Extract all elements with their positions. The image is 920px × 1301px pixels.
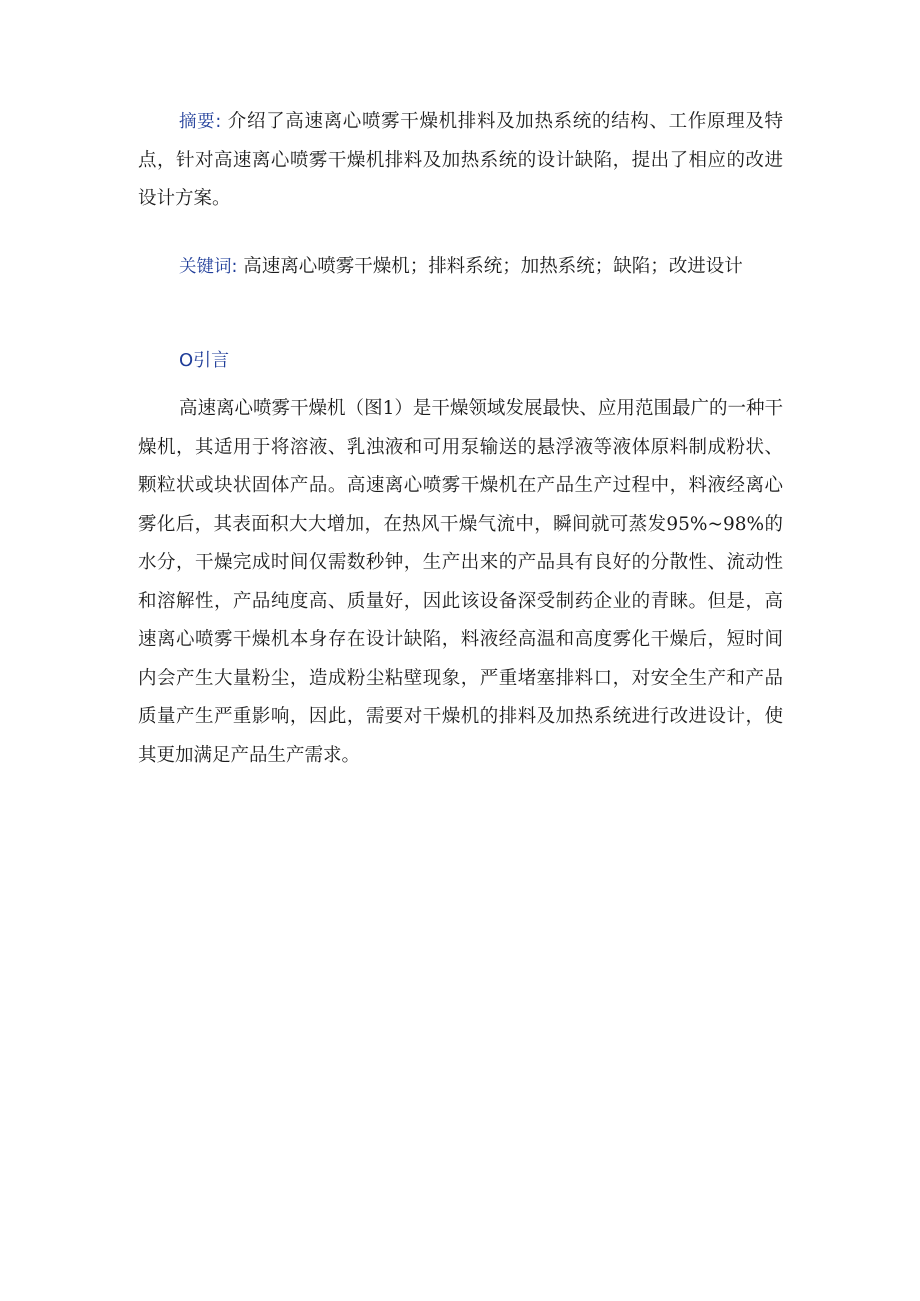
abstract-label: 摘要: [179, 112, 222, 132]
abstract-paragraph [138, 103, 783, 219]
abstract-text: 介绍了高速离心喷雾干燥机排料及加热系统的结构、工作原理及特点，针对高速离心喷雾干燥机排料及加热系统的设计缺陷，提出了相应的改进设计方案。 [138, 111, 783, 209]
keywords-label: 关键词: [179, 257, 238, 277]
body-paragraph: 高速离心喷雾干燥机（图1）是干燥领域发展最快、应用范围最广的一种干燥机，其适用于将溶液、乳浊液和可用泵输送的悬浮液等液体原料制成粉状、颗粒状或块状固体产品。高速离心喷雾干燥机在产品生产过程中，料液经离心雾化后，其表面积大大增加，在热风干燥气流中，瞬间就可蒸发95%~98%的水分，干燥完成时间仅需数秒钟，生产出来的产品具有良好的分散性、流动性和溶解性，产品纯度高、质量好，因此该设备深受制药企业的青睐。但是，高速离心喷雾干燥机本身存在设计缺陷，料液经高温和高度雾化干燥后，短时间内会产生大量粉尘，造成粉尘粘壁现象，严重堵塞排料口，对安全生产和产品质量产生严重影响，因此，需要对干燥机的排料及加热系统进行改进设计，使其更加满足产品生产需求。 [138, 398, 783, 766]
section-heading: O引言 [179, 350, 230, 371]
keywords-text: 高速离心喷雾干燥机；排料系统；加热系统；缺陷；改进设计 [237, 256, 743, 277]
keywords-paragraph [138, 248, 783, 287]
